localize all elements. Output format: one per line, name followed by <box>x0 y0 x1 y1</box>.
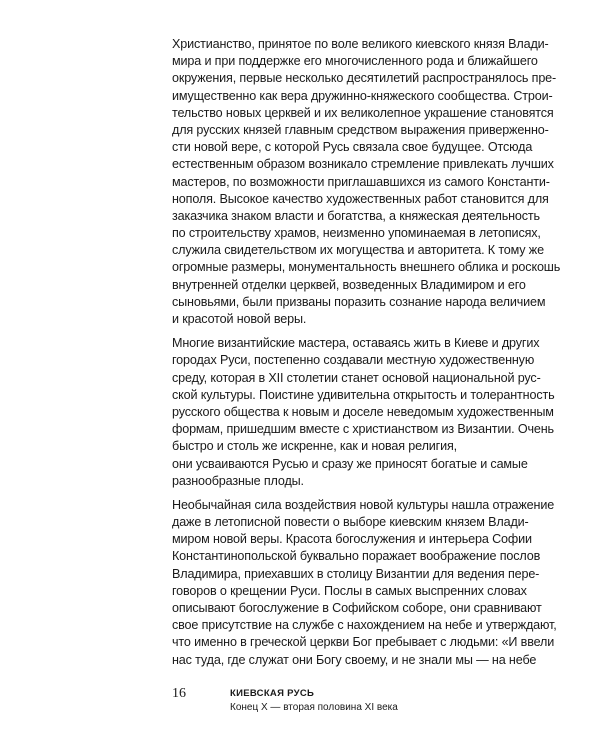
text-line: внутренней отделки церквей, возведенных Владимиром и его <box>172 277 526 292</box>
paragraph-3 <box>172 497 557 669</box>
text-line: что именно в греческой церкви Бог пребывает с людьми: «И ввели <box>172 635 555 650</box>
text-line: и красотой новой веры. <box>172 312 307 326</box>
text-line: говоров о крещении Руси. Послы в самых выспренних словах <box>172 583 527 598</box>
text-line: тельство новых церквей и их великолепное украшение становятся <box>172 105 554 120</box>
text-line: сыновьями, были призваны поразить сознание народа величием <box>172 294 546 309</box>
text-line: служила свидетельством их могущества и авторитета. К тому же <box>172 243 544 258</box>
text-line: нополя. Высокое качество художественных работ становится для <box>172 191 549 206</box>
text-line: ской культуры. Поистине удивительна открытость и толерантность <box>172 387 555 402</box>
text-line: Многие византийские мастера, оставаясь жить в Киеве и других <box>172 336 540 351</box>
text-line: разнообразные плоды. <box>172 473 304 488</box>
text-line: заказчика знаком власти и богатства, а княжеская деятельность <box>172 208 540 223</box>
text-line: по строительству храмов, неизменно упоминаемая в летописях, <box>172 226 541 241</box>
paragraph-1 <box>172 36 561 328</box>
text-line: формам, пришедшим вместе с христианством из Византии. Очень <box>172 422 554 437</box>
text-line: быстро и столь же искренне, как и новая религия, <box>172 439 458 454</box>
text-line: Необычайная сила воздействия новой культуры нашла отражение <box>172 497 555 512</box>
text-line: они усваиваются Русью и сразу же приносят богатые и самые <box>172 456 528 471</box>
text-line: для русских князей главным средством выражения приверженно- <box>172 122 549 137</box>
text-line: городах Руси, постепенно создавали местную художественную <box>172 353 535 368</box>
text-line: даже в летописной повести о выборе киевским князем Влади- <box>172 515 529 530</box>
text-line: мира и при поддержке его многочисленного рода и ближайшего <box>172 54 538 69</box>
text-line: нас туда, где служат они Богу своему, и не знали мы — на небе <box>172 652 537 667</box>
running-subtitle: Конец X — вторая половина XI века <box>230 702 398 713</box>
text-line: окружения, первые несколько десятилетий распространялось пре- <box>172 71 557 86</box>
text-line: сти новой вере, с которой Русь связала свое будущее. Отсюда <box>172 140 533 155</box>
text-line: естественным образом возникало стремление привлекать лучших <box>172 157 554 172</box>
text-line: Христианство, принятое по воле великого киевского князя Влади- <box>172 37 549 51</box>
text-line: свое присутствие на службе с нахождением на небе и утверждают, <box>172 618 557 633</box>
text-line: среду, которая в XII столетии станет основой национальной рус- <box>172 370 541 385</box>
paragraph-2 <box>172 335 555 490</box>
running-title: КИЕВСКАЯ РУСЬ <box>230 688 315 699</box>
text-line: описывают богослужение в Софийском соборе, они сравнивают <box>172 601 542 615</box>
text-line: Владимира, приехавших в столицу Византии для ведения пере- <box>172 566 540 581</box>
page-footer <box>172 684 512 724</box>
text-line: имущественно как вера дружинно-княжеского сообщества. Строи- <box>172 88 553 103</box>
text-line: огромные размеры, монументальность внешнего облика и роскошь <box>172 260 561 275</box>
text-line: мастеров, по возможности приглашавшихся из самого Константи- <box>172 174 550 189</box>
page-number: 16 <box>172 686 186 701</box>
text-line: Константинопольской буквально поражает воображение послов <box>172 549 541 564</box>
text-line: русского общества к новым и доселе неведомым художественным <box>172 404 554 419</box>
body-text <box>172 36 561 676</box>
text-line: миром новой веры. Красота богослужения и интерьера Софии <box>172 532 532 547</box>
